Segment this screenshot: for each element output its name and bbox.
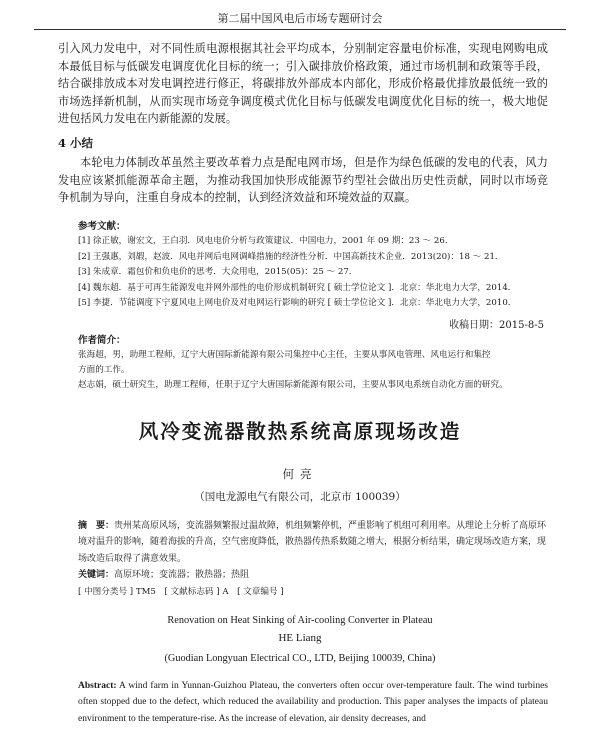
english-abstract-label: Abstract:	[78, 681, 117, 691]
chinese-abstract	[78, 518, 548, 567]
article-author: 何亮	[282, 467, 318, 481]
summary-text: 本轮电力体制改革虽然主要改革着力点是配电网市场，但是作为绿色低碳的发电的代表，风力发电应该紧抓能源革命主题，为推动我国加快形成能源节约型社会做出历史性贡献，同时以市场竞争机制为导向，注重自身成本的控制，认到经济效益和环境效益的双赢。	[58, 156, 548, 205]
reference-item: [2] 王强惠，刘嘏，赵波．风电并网后电网调峰措施的经济性分析．中国高新技术企业．2013(20)：18 ～ 21．	[78, 251, 504, 262]
author-intro-line: 方面的工作。	[78, 364, 130, 375]
received-date: 收稿日期：2015-8-5	[449, 320, 544, 331]
reference-item: [5] 李捷．节能调度下宁夏风电上网电价及对电网运行影响的研究 [ 硕士学位论文 ]．北京：华北电力大学，2010．	[78, 298, 517, 309]
english-title: Renovation on Heat Sinking of Air-cooling Converter in Plateau	[167, 615, 433, 626]
article-affiliation: （国电龙源电气有限公司，北京市 100039）	[194, 491, 406, 503]
abstract-text: 贵州某高原风场，变流器频繁报过温故障，机组频繁停机，严重影响了机组可利用率。从理论上分析了高原环境对温升的影响，随着海拔的升高，空气密度降低，散热器传热系数随之增大，根据分析结果，确定现场改造方案，现场改造后取得了满意效果。	[78, 521, 547, 564]
keywords-text: 高原环境；变流器；散热器；热阻	[114, 570, 250, 580]
author-intro	[78, 348, 548, 392]
summary-paragraph	[58, 154, 548, 207]
keywords-line	[78, 567, 548, 583]
summary-heading: 4 小结	[58, 136, 94, 150]
header-rule	[34, 29, 566, 30]
author-intro-line: 张海超，男，助理工程师，辽宁大唐国际新能源有限公司集控中心主任，主要从事风电管理、风电运行和集控	[78, 350, 491, 360]
references-list	[78, 234, 548, 312]
reference-item: [3] 朱成章．霜包价和负电价的思考．大众用电，2015(05)：25 ～ 27．	[78, 267, 358, 278]
author-intro-heading: 作者简介：	[78, 335, 126, 346]
reference-item: [4] 魏东超．基于可再生能源发电并网外部性的电价形成机制研究 [ 硕士学位论文 ]．北京：华北电力大学，2014．	[78, 282, 517, 293]
references-heading: 参考文献：	[78, 221, 126, 232]
english-abstract-text: A wind farm in Yunnan-Guizhou Plateau, the converters often occur over-temperature fault. The wind turbines often stopped due to the defect, which reduced the availability and production. This paper analyses the impacts of plateau environment to the temperature-rise. As the increase of elevation, air density decreases, and	[78, 681, 548, 724]
abstract-label: 摘 要：	[78, 521, 115, 531]
intro-paragraph	[58, 40, 548, 128]
english-author: HE Liang	[278, 632, 322, 644]
reference-item: [1] 徐正敏，谢宏文，王白羽．风电电价分析与政策建议．中国电力，2001 年 09 期：23 ～ 26．	[78, 236, 454, 246]
classification-line: [ 中图分类号 ] TM5 [ 文献标志码 ] A [ 文章编号 ]	[78, 587, 284, 597]
author-intro-line: 赵志娟，硕士研究生，助理工程师，任职于辽宁大唐国际新能源有限公司，主要从事风电系统自动化方面的研究。	[78, 379, 508, 390]
intro-text: 引入风力发电中，对不同性质电源根据其社会平均成本，分别制定容量电价标准，实现电网购电成本最低目标与低碳发电调度优化目标的统一；引入碳排放价格政策，通过市场机制和政策等手段，结合碳排放成本对发电调控进行修正，将碳排放外部成本内部化，形成价格最优排放最低统一致的市场选择新机制，从而实现市场竞争调度模式优化目标与低碳发电调度优化目标的统一，极大地促进包括风力发电在内新能源的发展。	[58, 42, 548, 126]
keywords-label: 关键词：	[78, 570, 115, 580]
running-header: 第二届中国风电后市场专题研讨会	[217, 12, 383, 25]
english-abstract	[78, 678, 548, 727]
article-title: 风冷变流器散热系统高原现场改造	[138, 420, 462, 443]
english-affiliation: (Guodian Longyuan Electrical CO., LTD, Beijing 100039, China)	[164, 653, 436, 664]
